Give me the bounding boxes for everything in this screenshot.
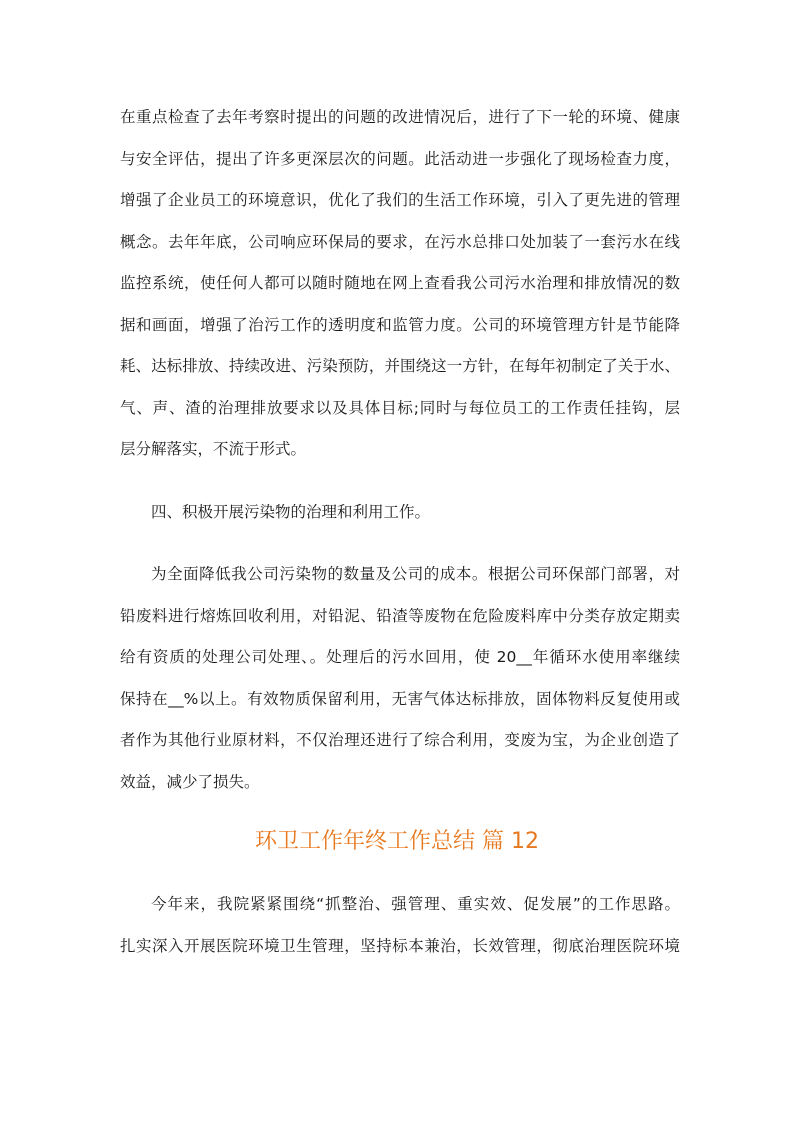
paragraph-environment-inspection <box>120 97 680 471</box>
text-line: 气、声、渣的治理排放要求以及具体目标;同时与每位员工的工作责任挂钩，层 <box>120 398 680 417</box>
text-line: 概念。去年年底，公司响应环保局的要求，在污水总排口处加装了一套污水在线 <box>120 232 680 251</box>
text-line: 效益，减少了损失。 <box>120 772 260 791</box>
text-line: 四、积极开展污染物的治理和利用工作。 <box>151 503 431 521</box>
text-line: 在重点检查了去年考察时提出的问题的改进情况后，进行了下一轮的环境、健康 <box>120 108 680 126</box>
text-line: 监控系统，使任何人都可以随时随地在网上查看我公司污水治理和排放情况的数 <box>120 274 680 292</box>
text-line: 保持在__%以上。有效物质保留利用，无害气体达标排放，固体物料反复使用或 <box>120 689 680 708</box>
text-line: 增强了企业员工的环境意识，优化了我们的生活工作环境，引入了更先进的管理 <box>120 191 680 209</box>
text-line: 今年来，我院紧紧围绕“抓整治、强管理、重实效、促发展”的工作思路。 <box>151 895 680 913</box>
text-line: 耗、达标排放、持续改进、污染预防，并围绕这一方针，在每年初制定了关于水、 <box>120 357 680 375</box>
paragraph-hospital-sanitation <box>120 884 680 967</box>
text-line: 与安全评估，提出了许多更深层次的问题。此活动进一步强化了现场检查力度， <box>120 149 680 168</box>
text-line: 扎实深入开展医院环境卫生管理，坚持标本兼治，长效管理，彻底治理医院环境 <box>120 936 680 955</box>
text-line: 铅废料进行熔炼回收利用，对铅泥、铅渣等废物在危险废料库中分类存放定期卖 <box>120 606 680 625</box>
text-line: 给有资质的处理公司处理、。处理后的污水回用，使 20__年循环水使用率继续 <box>120 648 680 666</box>
section-heading-pollutant-treatment <box>120 492 680 534</box>
text-line: 者作为其他行业原材料，不仅治理还进行了综合利用，变废为宝，为企业创造了 <box>120 731 680 749</box>
paragraph-pollutant-treatment <box>120 554 680 803</box>
text-line: 据和画面，增强了治污工作的透明度和监管力度。公司的环境管理方针是节能降 <box>120 315 680 334</box>
article-title: 环卫工作年终工作总结 篇 12 <box>255 829 539 854</box>
text-line: 为全面降低我公司污染物的数量及公司的成本。根据公司环保部门部署，对 <box>151 565 680 583</box>
text-line: 层分解落实，不流于形式。 <box>120 440 307 458</box>
